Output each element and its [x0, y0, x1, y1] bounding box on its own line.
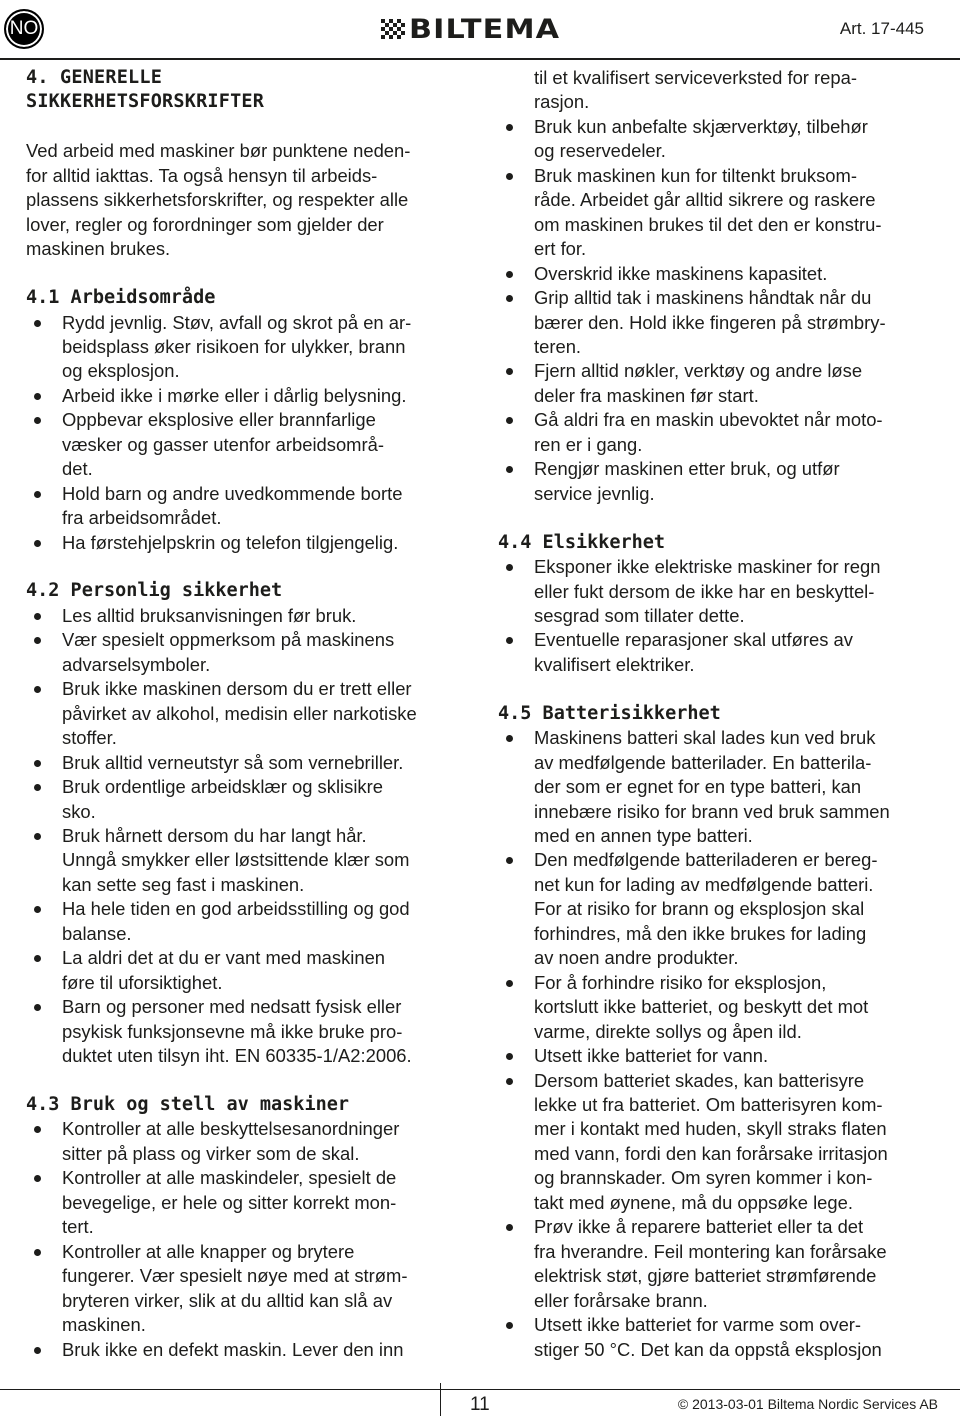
text-line: Bruk hårnett dersom du har langt hår. [62, 825, 367, 846]
text-line: med vann, fordi den kan forårsake irritasjon [534, 1142, 888, 1164]
text-line: væsker og gasser utenfor arbeidsområ- [62, 433, 384, 455]
text-line: takt med øynene, må du oppsøke lege. [534, 1191, 853, 1213]
text-line: sko. [62, 800, 96, 822]
language-badge: NO [4, 9, 44, 49]
page-header [0, 0, 960, 62]
text-line: ren er i gang. [534, 433, 643, 455]
text-line: service jevnlig. [534, 482, 655, 504]
text-line: det. [62, 458, 93, 480]
text-line: Utsett ikke batteriet for varme som over- [534, 1314, 862, 1336]
text-line: tert. [62, 1216, 94, 1238]
text-line: stiger 50 °C. Det kan da oppstå eksplosjon [534, 1338, 882, 1360]
footer-tick [440, 1383, 441, 1416]
section-4-3-continued-list [498, 66, 943, 506]
text-line: bevegelige, er hele og sitter korrekt mon- [62, 1191, 397, 1213]
text-line: Arbeid ikke i mørke eller i dårlig belysning. [62, 384, 407, 406]
text-line: Kontroller at alle beskyttelsesanordninger [62, 1118, 400, 1140]
text-line: elektrisk støt, gjøre batteriet strømførende [534, 1265, 877, 1287]
text-line: Vær spesielt oppmerksom på maskinens [62, 629, 395, 651]
section-4-heading [26, 66, 476, 115]
list-item [26, 897, 476, 946]
heading-line: 4. GENERELLE [26, 67, 163, 88]
section-4-1-title: 4.1 Arbeidsområde [26, 287, 216, 309]
section-4-4-list [498, 555, 943, 677]
list-item [26, 1117, 476, 1166]
list-item [498, 1069, 943, 1216]
text-line: stoffer. [62, 727, 117, 749]
text-line: Kontroller at alle maskindeler, spesielt de [62, 1167, 397, 1189]
list-item [26, 995, 476, 1068]
text-line: Bruk ordentlige arbeidsklær og sklisikre [62, 776, 383, 798]
list-item [26, 1240, 476, 1338]
text-line: maskinen brukes. [26, 238, 171, 260]
text-line: deler fra maskinen før start. [534, 384, 759, 406]
list-item [26, 482, 476, 531]
text-line: av noen andre produkter. [534, 947, 739, 969]
right-column [498, 66, 943, 1362]
text-line: beidsplass øker risikoen for ulykker, brann [62, 335, 406, 357]
list-item-continuation [498, 66, 943, 115]
list-item [498, 848, 943, 970]
text-line: sitter på plass og virker som de skal. [62, 1142, 360, 1164]
list-item [26, 1166, 476, 1239]
footer-divider [0, 1389, 960, 1390]
text-line: plassens sikkerhetsforskrifter, og respekter alle [26, 189, 409, 211]
text-line: Bruk maskinen kun for tiltenkt bruksom- [534, 164, 857, 186]
text-line: psykisk funksjonsevne må ikke bruke pro- [62, 1020, 403, 1042]
list-item [26, 1338, 476, 1362]
list-item [26, 824, 476, 897]
list-item [26, 775, 476, 824]
text-line: Grip alltid tak i maskinens håndtak når du [534, 287, 872, 309]
text-line: Rengjør maskinen etter bruk, og utfør [534, 458, 840, 480]
list-item [26, 311, 476, 384]
text-line: lekke ut fra batteriet. Om batterisyren kom- [534, 1094, 883, 1115]
section-4-2-title: 4.2 Personlig sikkerhet [26, 580, 283, 602]
section-4-5-title: 4.5 Batterisikkerhet [498, 702, 721, 724]
brand-name: BILTEMA [409, 14, 561, 45]
text-line: advarselsymboler. [62, 653, 211, 675]
section-4-2-list [26, 604, 476, 1069]
text-line: Utsett ikke batteriet for vann. [534, 1045, 769, 1067]
text-line: påvirket av alkohol, medisin eller narkotiske [62, 702, 417, 724]
text-line: råde. Arbeidet går alltid sikrere og raskere [534, 189, 876, 211]
text-line: Maskinens batteri skal lades kun ved bruk [534, 727, 876, 749]
text-line: Oppbevar eksplosive eller brannfarlige [62, 409, 376, 431]
list-item [498, 1313, 943, 1362]
text-line: bærer den. Hold ikke fingeren på strømbry- [534, 311, 886, 333]
text-line: rasjon. [534, 91, 590, 113]
text-line: Den medfølgende batteriladeren er bereg- [534, 849, 878, 871]
text-line: Bruk ikke en defekt maskin. Lever den inn [62, 1338, 404, 1360]
text-line: Ved arbeid med maskiner bør punktene neden- [26, 140, 411, 162]
text-line: og brannskader. Om syren kommer i kon- [534, 1167, 873, 1189]
text-line: sesgrad som tillater dette. [534, 604, 745, 626]
text-line: og reservedeler. [534, 140, 666, 162]
section-4-4-title: 4.4 Elsikkerhet [498, 531, 666, 553]
text-line: fungerer. Vær spesielt nøye med at strøm- [62, 1265, 408, 1287]
heading-line: SIKKERHETSFORSKRIFTER [26, 91, 265, 113]
list-item [498, 115, 943, 164]
text-line: For å forhindre risiko for eksplosjon, [534, 971, 827, 993]
text-line: bryteren virker, slik at du alltid kan slå av [62, 1289, 393, 1311]
text-line: Barn og personer med nedsatt fysisk eller [62, 996, 402, 1018]
text-line: lover, regler og forordninger som gjelder der [26, 213, 384, 235]
list-item [26, 677, 476, 750]
text-line: Prøv ikke å reparere batteriet eller ta det [534, 1216, 864, 1238]
text-line: og eksplosjon. [62, 360, 180, 382]
text-line: Ha hele tiden en god arbeidsstilling og god [62, 898, 410, 920]
text-line: Rydd jevnlig. Støv, avfall og skrot på en ar- [62, 311, 412, 333]
text-line: mer i kontakt med huden, skyll straks flaten [534, 1118, 887, 1140]
text-line: eller forårsake brann. [534, 1289, 708, 1311]
text-line: Kontroller at alle knapper og brytere [62, 1240, 355, 1262]
brand-logo [381, 14, 561, 45]
list-item [498, 971, 943, 1044]
list-item [26, 751, 476, 775]
text-line: kvalifisert elektriker. [534, 653, 695, 675]
text-line: kan sette seg fast i maskinen. [62, 873, 305, 895]
text-line: av medfølgende batterilader. En batterila- [534, 751, 872, 773]
text-line: Eventuelle reparasjoner skal utføres av [534, 629, 853, 651]
text-line: fra arbeidsområdet. [62, 507, 222, 529]
text-line: forhindres, må den ikke brukes for lading [534, 922, 867, 944]
text-line: Les alltid bruksanvisningen før bruk. [62, 604, 357, 626]
text-line: føre til uforsiktighet. [62, 971, 223, 993]
text-line: duktet uten tilsyn iht. EN 60335-1/A2:2006. [62, 1045, 412, 1067]
list-item [498, 628, 943, 677]
text-line: Bruk kun anbefalte skjærverktøy, tilbehør [534, 115, 868, 137]
text-line: balanse. [62, 922, 132, 944]
header-divider [0, 58, 960, 60]
text-line: maskinen. [62, 1314, 146, 1336]
text-line: Gå aldri fra en maskin ubevoktet når moto- [534, 409, 883, 431]
text-line: Bruk ikke maskinen dersom du er trett eller [62, 678, 412, 700]
text-line: innebære risiko for brann ved bruk sammen [534, 800, 890, 822]
list-item [498, 726, 943, 848]
list-item [26, 604, 476, 628]
text-line: Eksponer ikke elektriske maskiner for regn [534, 556, 881, 578]
list-item [498, 262, 943, 286]
list-item [26, 946, 476, 995]
checkered-flag-icon [381, 19, 405, 41]
text-line: Hold barn og andre uvedkommende borte [62, 482, 403, 504]
text-line: Bruk alltid verneutstyr så som vernebriller. [62, 751, 404, 773]
text-line: for alltid iakttas. Ta også hensyn til arbeids- [26, 164, 378, 186]
list-item [26, 408, 476, 481]
text-line: eller fukt dersom de ikke har en beskyttel- [534, 580, 875, 602]
page-number: 11 [470, 1394, 490, 1415]
list-item [498, 164, 943, 262]
text-line: fra hverandre. Feil montering kan forårsake [534, 1240, 887, 1262]
section-4-3-title: 4.3 Bruk og stell av maskiner [26, 1093, 350, 1115]
list-item [498, 555, 943, 628]
text-line: kortslutt ikke batteriet, og beskytt det mot [534, 996, 869, 1018]
list-item [498, 1215, 943, 1313]
text-line: Fjern alltid nøkler, verktøy og andre løse [534, 360, 863, 382]
text-line: til et kvalifisert serviceverksted for repa- [534, 67, 857, 88]
text-line: Ha førstehjelpskrin og telefon tilgjengelig. [62, 531, 399, 553]
list-item [498, 286, 943, 359]
list-item [498, 408, 943, 457]
text-line: der som er egnet for en type batteri, kan [534, 776, 862, 798]
text-line: med en annen type batteri. [534, 825, 753, 847]
text-line: La aldri det at du er vant med maskinen [62, 947, 386, 969]
section-4-3-list [26, 1117, 476, 1362]
section-4-5-list [498, 726, 943, 1362]
section-4-1-list [26, 311, 476, 556]
list-item [26, 384, 476, 408]
text-line: varme, direkte sollys og åpen ild. [534, 1020, 802, 1042]
list-item [26, 628, 476, 677]
text-line: Dersom batteriet skades, kan batterisyre [534, 1069, 865, 1091]
list-item [498, 359, 943, 408]
article-number: Art. 17-445 [839, 19, 924, 38]
list-item [26, 531, 476, 555]
list-item [498, 1044, 943, 1068]
left-column [26, 66, 476, 1362]
copyright-notice: © 2013-03-01 Biltema Nordic Services AB [677, 1396, 938, 1412]
text-line: teren. [534, 335, 582, 357]
intro-paragraph [26, 139, 476, 261]
text-line: Unngå smykker eller løstsittende klær som [62, 849, 410, 871]
text-line: Overskrid ikke maskinens kapasitet. [534, 262, 828, 284]
text-line: ert for. [534, 238, 587, 260]
list-item [498, 457, 943, 506]
text-line: net kun for lading av medfølgende batteri. [534, 873, 874, 895]
text-line: om maskinen brukes til det den er konstru- [534, 213, 882, 235]
text-line: For at risiko for brann og eksplosjon skal [534, 898, 865, 920]
